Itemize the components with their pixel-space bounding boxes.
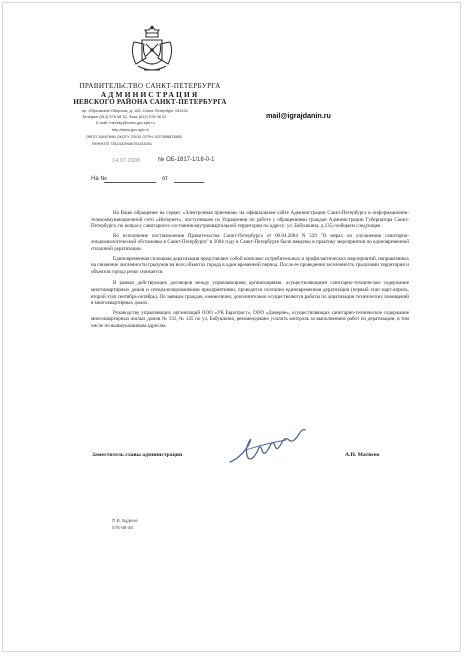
signatory-name: А.Н. Матвеев — [345, 452, 380, 458]
body-paragraph: На Ваше обращение на сервис «Электронная приемная» на официальном сайте Администрации Санкт-Петербурга в информационно-телекоммуникационной сети «Интернет», поступившее из Управления по работе с обращениями граждан Администрации Губернатора Санкт-Петербурга, по вопросу санитарного состояния внутриквартальной территории по адресу: ул. Бабушкина, д.135,сообщаем следующее. — [91, 210, 409, 230]
body-paragraph: Во исполнение постановления Правительства Санкт-Петербурга от 06.04.2004 N 529 "О мерах по улучшению санитарно-эпидемиологической обстановки в Санкт-Петербурге" в 2004 году в Санкт-Петербурге были введены в практику мероприятия по единовременной сплошной дератизации. — [91, 232, 409, 252]
handwritten-signature — [226, 428, 318, 470]
letter-body — [91, 210, 409, 330]
body-paragraph: Руководству управляющих организаций ООО «УК Евротраст», ООО «Доверие», осуществляющих санитарно-техническое содержание многоквартирных жилых домов № 131, № 135 по ул. Бабушкина, рекомендовано усилить контроль за выполнением работ по дератизации, в том числе по вышеуказанным адресам. — [91, 309, 409, 329]
reference-date-label: от — [162, 176, 168, 182]
body-paragraph: Единовременная сплошная дератизация представляет собой комплекс истребительных и профилактических мероприятий, направленных на снижение численности грызунов на всех объектах города в один временной период. После ее проведения заселенность грызунами территории и объектов города резко снижается. — [91, 255, 409, 275]
outgoing-number: № ОБ-1817-1/18-0-1 — [158, 157, 215, 163]
executor-phone: 576-98-48 — [112, 525, 133, 530]
government-heading: ПРАВИТЕЛЬСТВО САНКТ-ПЕТЕРБУРГА — [79, 82, 221, 90]
org-tax-codes: ИНН/КПП 7811022968/781101001 — [92, 141, 153, 146]
reference-number-line — [104, 182, 156, 183]
stamp-date: 14.07.2008 — [112, 158, 140, 164]
reference-number-label: На № — [91, 176, 107, 182]
district-heading: НЕВСКОГО РАЙОНА САНКТ-ПЕТЕРБУРГА — [73, 98, 227, 106]
administration-heading: АДМИНИСТРАЦИЯ — [100, 90, 200, 99]
reference-date-line — [174, 182, 204, 183]
recipient-email: mail@igrajdanin.ru — [266, 111, 331, 120]
body-paragraph: В рамках действующих договоров между управляющими организациями, осуществляющими санитарно-техническое содержание многоквартирных домов и специализированными предприятиями, проводится поэтапно единовременная дератизация (первый этап март-апрель, второй этап сентябрь-октябрь). По заявкам граждан, ежемесячно, дополнительно осуществляются работы по дератизации технических помещений в многоквартирных домах. — [91, 280, 409, 307]
org-email: E-mail: rnevsky@tunev.gov.spb.ru — [96, 120, 155, 125]
executor-name: П.В. Будина — [112, 518, 138, 523]
org-address: пр. Обуховской Обороны, д. 163, Санкт-Петербург, 192131 — [82, 108, 188, 113]
org-phones: Телефон (812) 576 98 32, Факс (812) 576 08 31 — [82, 114, 167, 119]
org-website: http://www.gov.spb.ru — [112, 127, 149, 132]
org-codes: ОКПО 35497696 ОКОГУ 23010 ОГРН 1027806878852 — [86, 134, 183, 139]
coat-of-arms-emblem — [124, 22, 180, 80]
signatory-title: Заместитель главы администрации — [92, 452, 183, 458]
